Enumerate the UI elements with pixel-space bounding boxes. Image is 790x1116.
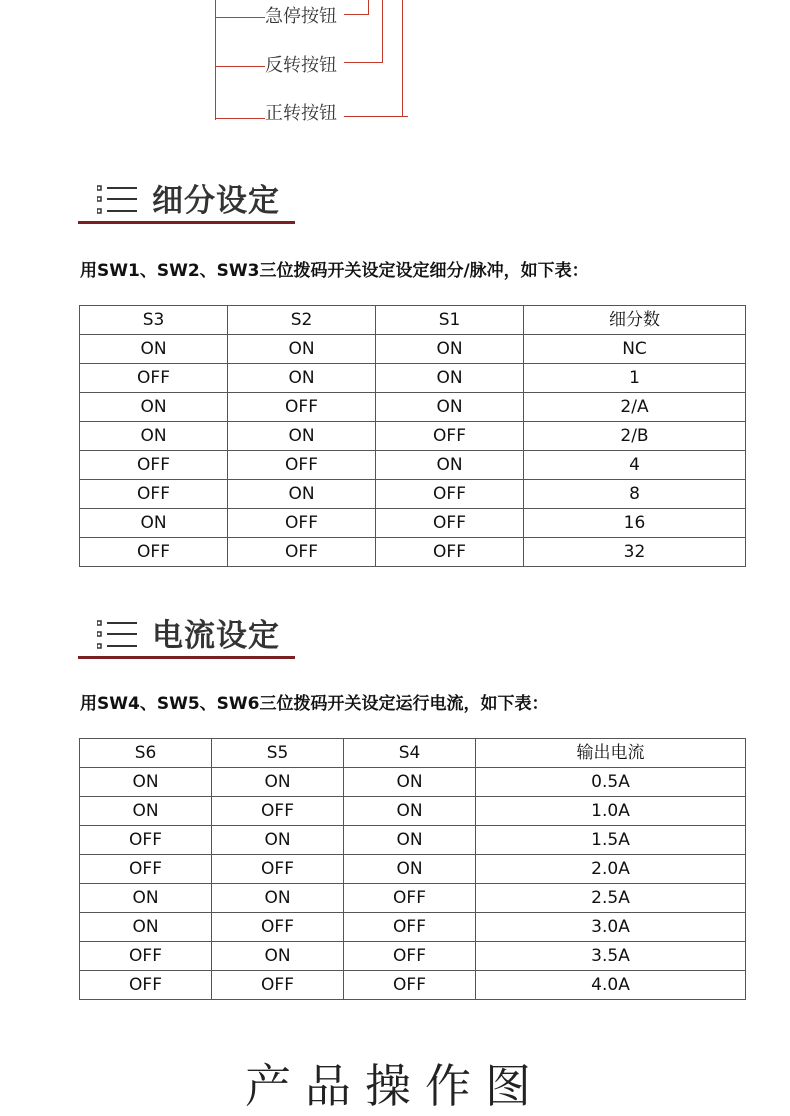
table-row <box>80 826 746 855</box>
wire-forward-up <box>402 0 403 117</box>
wire-reverse-up <box>382 0 383 63</box>
table-cell: 2/B <box>524 422 746 451</box>
list-icon <box>97 619 137 651</box>
table-cell: ON <box>376 393 524 422</box>
table-header-row <box>80 306 746 335</box>
wire-reverse-out <box>344 62 382 63</box>
section-header-subdivision <box>78 168 295 224</box>
table-cell: OFF <box>212 797 344 826</box>
table-cell: 1.5A <box>476 826 746 855</box>
table-cell: ON <box>228 480 376 509</box>
table-row <box>80 364 746 393</box>
table-row <box>80 797 746 826</box>
table-cell: OFF <box>376 538 524 567</box>
table-cell: OFF <box>228 451 376 480</box>
table-cell: 16 <box>524 509 746 538</box>
table-cell: ON <box>376 335 524 364</box>
table-row <box>80 451 746 480</box>
table-cell: 1.0A <box>476 797 746 826</box>
table-cell: 3.5A <box>476 942 746 971</box>
table-cell: 4.0A <box>476 971 746 1000</box>
estop-button-label: 急停按钮 <box>265 6 337 27</box>
table-cell: ON <box>80 335 228 364</box>
table-header-cell: S4 <box>344 739 476 768</box>
wire-forward-horizontal <box>215 118 265 119</box>
table-cell: ON <box>376 364 524 393</box>
table-cell: ON <box>344 797 476 826</box>
table-cell: OFF <box>228 509 376 538</box>
table-cell: OFF <box>80 826 212 855</box>
table-row <box>80 422 746 451</box>
section-header-current <box>78 603 295 659</box>
table-cell: 3.0A <box>476 913 746 942</box>
table-cell: 32 <box>524 538 746 567</box>
section-title: 细分设定 <box>152 183 280 219</box>
table-cell: 2.0A <box>476 855 746 884</box>
current-table-body <box>80 739 746 1000</box>
table-row <box>80 335 746 364</box>
table-cell: NC <box>524 335 746 364</box>
table-row <box>80 538 746 567</box>
table-cell: ON <box>228 422 376 451</box>
table-row <box>80 913 746 942</box>
table-cell: OFF <box>376 422 524 451</box>
subdivision-table <box>79 305 746 567</box>
table-cell: OFF <box>376 480 524 509</box>
table-cell: ON <box>80 509 228 538</box>
table-cell: ON <box>344 768 476 797</box>
table-cell: 2.5A <box>476 884 746 913</box>
table-row <box>80 393 746 422</box>
list-icon <box>97 184 137 216</box>
table-header-row <box>80 739 746 768</box>
table-cell: 2/A <box>524 393 746 422</box>
section-rule <box>78 656 295 659</box>
table-cell: ON <box>80 884 212 913</box>
table-header-cell: 输出电流 <box>476 739 746 768</box>
table-header-cell: S2 <box>228 306 376 335</box>
table-cell: OFF <box>80 855 212 884</box>
table-header-cell: S3 <box>80 306 228 335</box>
table-row <box>80 942 746 971</box>
wire-estop-up <box>368 0 369 15</box>
table-cell: ON <box>80 797 212 826</box>
table-cell: OFF <box>212 913 344 942</box>
table-cell: OFF <box>344 942 476 971</box>
table-cell: OFF <box>80 971 212 1000</box>
table-row <box>80 768 746 797</box>
table-cell: OFF <box>344 971 476 1000</box>
table-header-cell: S5 <box>212 739 344 768</box>
forward-button-label: 正转按钮 <box>265 103 337 124</box>
section-title: 电流设定 <box>152 618 280 654</box>
table-row <box>80 509 746 538</box>
wire-forward-out <box>344 116 408 117</box>
table-cell: ON <box>376 451 524 480</box>
table-row <box>80 971 746 1000</box>
table-cell: OFF <box>80 480 228 509</box>
operation-diagram-title: 产品操作图 <box>245 1059 545 1113</box>
table-cell: OFF <box>344 913 476 942</box>
table-cell: ON <box>80 393 228 422</box>
table-cell: OFF <box>80 538 228 567</box>
table-cell: OFF <box>228 393 376 422</box>
table-cell: OFF <box>212 971 344 1000</box>
table-cell: 0.5A <box>476 768 746 797</box>
table-header-cell: S6 <box>80 739 212 768</box>
table-cell: 1 <box>524 364 746 393</box>
table-cell: 4 <box>524 451 746 480</box>
table-row <box>80 480 746 509</box>
table-cell: OFF <box>212 855 344 884</box>
table-cell: OFF <box>80 451 228 480</box>
subdivision-table-body <box>80 306 746 567</box>
wire-main-vertical <box>215 0 216 120</box>
table-cell: ON <box>212 942 344 971</box>
table-row <box>80 855 746 884</box>
wire-reverse-horizontal <box>215 66 265 67</box>
table-cell: ON <box>212 826 344 855</box>
table-cell: 8 <box>524 480 746 509</box>
current-description: 用SW4、SW5、SW6三位拨码开关设定运行电流，如下表： <box>80 694 549 714</box>
table-cell: ON <box>212 768 344 797</box>
table-header-cell: 细分数 <box>524 306 746 335</box>
table-cell: ON <box>344 826 476 855</box>
section-rule <box>78 221 295 224</box>
table-cell: ON <box>344 855 476 884</box>
table-cell: OFF <box>376 509 524 538</box>
table-cell: OFF <box>344 884 476 913</box>
table-row <box>80 884 746 913</box>
table-cell: OFF <box>228 538 376 567</box>
table-cell: OFF <box>80 942 212 971</box>
wire-estop-out <box>344 14 368 15</box>
table-cell: ON <box>80 913 212 942</box>
table-cell: ON <box>228 364 376 393</box>
subdivision-description: 用SW1、SW2、SW3三位拨码开关设定设定细分/脉冲，如下表： <box>80 261 589 281</box>
table-cell: ON <box>228 335 376 364</box>
table-header-cell: S1 <box>376 306 524 335</box>
current-table <box>79 738 746 1000</box>
table-cell: OFF <box>80 364 228 393</box>
wire-estop-horizontal <box>215 17 265 18</box>
table-cell: ON <box>212 884 344 913</box>
table-cell: ON <box>80 422 228 451</box>
table-cell: ON <box>80 768 212 797</box>
reverse-button-label: 反转按钮 <box>265 55 337 76</box>
